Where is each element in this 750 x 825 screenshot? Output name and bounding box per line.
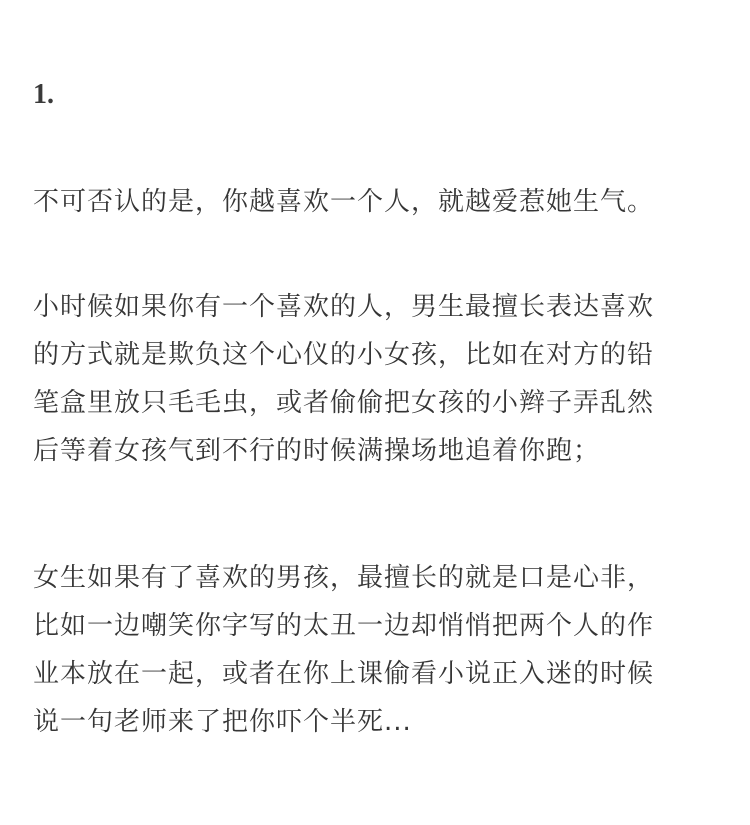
paragraph-2	[33, 283, 733, 475]
section-number: 1.	[33, 79, 54, 110]
paragraph-line: 女生如果有了喜欢的男孩，最擅长的就是口是心非，	[33, 563, 655, 593]
paragraph-line: 的方式就是欺负这个心仪的小女孩，比如在对方的铅	[33, 340, 655, 370]
paragraph-line: 说一句老师来了把你吓个半死...	[33, 707, 412, 737]
paragraph-line: 比如一边嘲笑你字写的太丑一边却悄悄把两个人的作	[33, 611, 655, 641]
paragraph-line: 后等着女孩气到不行的时候满操场地追着你跑；	[33, 436, 601, 466]
paragraph-1	[33, 178, 733, 226]
paragraph-line: 业本放在一起，或者在你上课偷看小说正入迷的时候	[33, 659, 655, 689]
paragraph-line: 小时候如果你有一个喜欢的人，男生最擅长表达喜欢	[33, 292, 655, 322]
paragraph-3	[33, 554, 733, 746]
paragraph-line: 不可否认的是，你越喜欢一个人，就越爱惹她生气。	[33, 187, 655, 217]
paragraph-line: 笔盒里放只毛毛虫，或者偷偷把女孩的小辫子弄乱然	[33, 388, 655, 418]
